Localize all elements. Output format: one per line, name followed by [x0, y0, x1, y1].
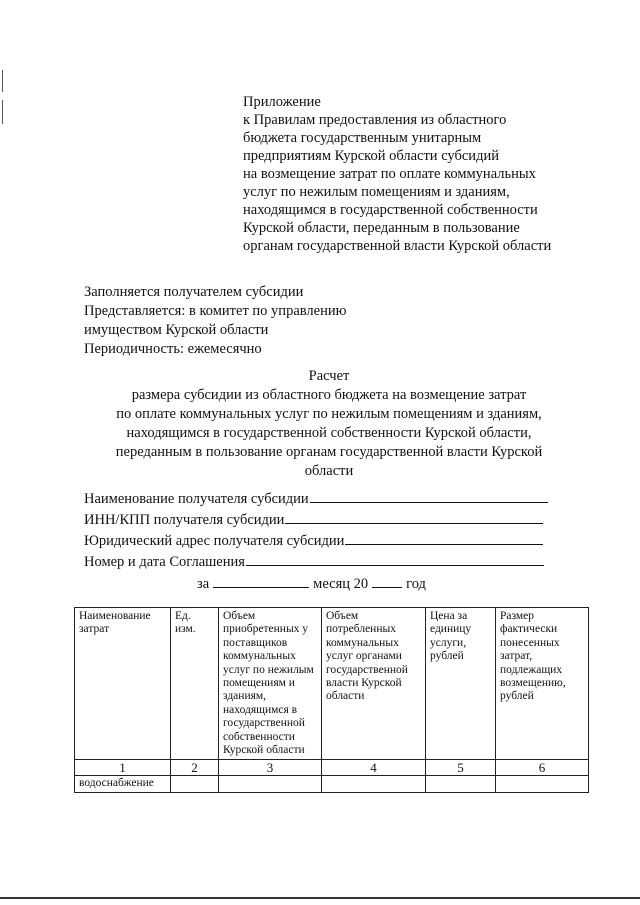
- legal-address-field[interactable]: [84, 530, 548, 551]
- submitted-to-text: Представляется: в комитет по управлению: [84, 303, 347, 319]
- header-cell: Объем приобретенных у поставщиков коммунальных услуг по нежилым помещениям и зданиям, находящимся в государственной собственности Курской области: [219, 608, 322, 760]
- page-bottom-rule: [0, 897, 640, 899]
- inn-kpp-blank[interactable]: [285, 509, 543, 524]
- appendix-header: [243, 93, 603, 255]
- table-cell[interactable]: [219, 776, 322, 793]
- scan-margin-mark: [2, 100, 3, 124]
- appendix-line: бюджета государственным унитарным: [243, 130, 482, 146]
- column-number: 6: [496, 760, 589, 776]
- appendix-line: органам государственной власти Курской области: [243, 238, 552, 254]
- inn-kpp-label: ИНН/КПП получателя субсидии: [84, 512, 285, 528]
- recipient-name-label: Наименование получателя субсидии: [84, 491, 309, 507]
- scan-margin-mark: [2, 70, 3, 92]
- month-blank[interactable]: [213, 573, 309, 588]
- calculation-subtitle-line: находящимся в государственной собственности Курской области,: [126, 425, 532, 441]
- legal-address-label: Юридический адрес получателя субсидии: [84, 533, 345, 549]
- header-cell: Объем потребленных коммунальных услуг органами государственной власти Курской области: [322, 608, 426, 760]
- recipient-fields: [84, 488, 548, 572]
- calculation-heading: Расчет: [308, 368, 350, 384]
- header-cell: Ед. изм.: [171, 608, 219, 760]
- filled-by-text: Заполняется получателем субсидии: [84, 284, 304, 300]
- header-cell: Размер фактически понесенных затрат, подлежащих возмещению, рублей: [496, 608, 589, 760]
- agreement-field[interactable]: [84, 551, 548, 572]
- calculation-subtitle-line: размера субсидии из областного бюджета на возмещение затрат: [131, 387, 527, 403]
- table-cell[interactable]: [322, 776, 426, 793]
- table-number-row: [75, 760, 589, 776]
- calculation-subtitle-line: области: [304, 463, 354, 479]
- table-row: [75, 776, 589, 793]
- table-cell[interactable]: [426, 776, 496, 793]
- recipient-name-blank[interactable]: [310, 488, 548, 503]
- year-blank[interactable]: [372, 573, 402, 588]
- table-cell[interactable]: [496, 776, 589, 793]
- legal-address-blank[interactable]: [345, 530, 543, 545]
- calculation-subtitle-line: переданным в пользование органам государственной власти Курской: [115, 444, 543, 460]
- column-number: 5: [426, 760, 496, 776]
- periodicity-text: Периодичность: ежемесячно: [84, 341, 262, 357]
- column-number: 1: [75, 760, 171, 776]
- appendix-line: Приложение: [243, 94, 321, 110]
- header-cell: Наименование затрат: [75, 608, 171, 760]
- year-label: год: [406, 576, 426, 592]
- appendix-line: предприятиям Курской области субсидий: [243, 148, 499, 164]
- recipient-name-field[interactable]: [84, 488, 548, 509]
- appendix-line: к Правилам предоставления из областного: [243, 112, 507, 128]
- appendix-line: Курской области, переданным в пользование: [243, 220, 520, 236]
- appendix-line: услуг по нежилым помещениям и зданиям,: [243, 184, 510, 200]
- column-number: 2: [171, 760, 219, 776]
- agreement-label: Номер и дата Соглашения: [84, 554, 245, 570]
- appendix-line: на возмещение затрат по оплате коммунальных: [243, 166, 536, 182]
- calculation-subtitle-line: по оплате коммунальных услуг по нежилым помещениям и зданиям,: [116, 406, 542, 422]
- period-prefix: за: [197, 576, 210, 592]
- month-label: месяц 20: [313, 576, 369, 592]
- header-cell: Цена за единицу услуги, рублей: [426, 608, 496, 760]
- appendix-line: находящимся в государственной собственности: [243, 202, 538, 218]
- inn-kpp-field[interactable]: [84, 509, 548, 530]
- column-number: 3: [219, 760, 322, 776]
- row-label: водоснабжение: [75, 776, 171, 793]
- calculation-title: [84, 367, 574, 481]
- agreement-blank[interactable]: [246, 551, 544, 566]
- submitted-to-text-cont: имуществом Курской области: [84, 322, 269, 338]
- table-cell[interactable]: [171, 776, 219, 793]
- calculation-table: [74, 607, 589, 793]
- form-meta: [84, 283, 346, 359]
- period-line: [197, 573, 426, 594]
- table-header-row: [75, 608, 589, 760]
- column-number: 4: [322, 760, 426, 776]
